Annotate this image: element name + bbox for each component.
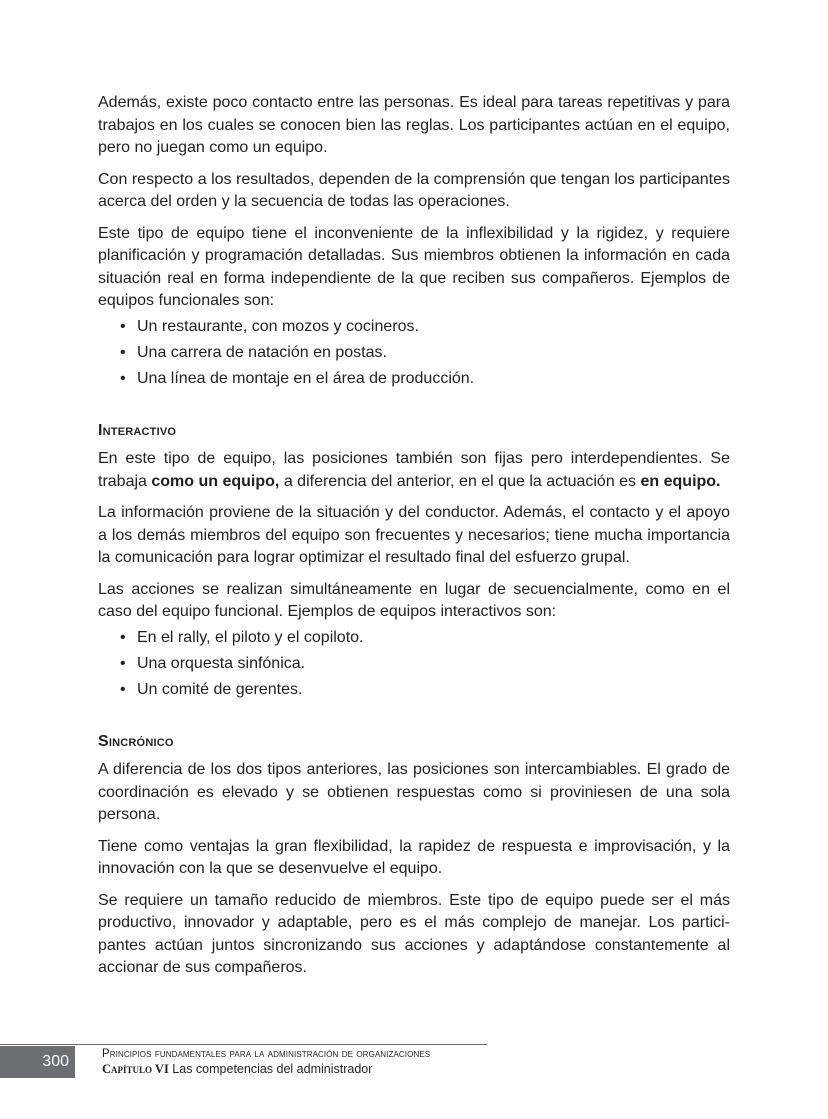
book-title: Principios fundamentales para la administración de organizaciones (102, 1048, 431, 1060)
bold-phrase: como un equipo, (151, 472, 280, 490)
page-content (98, 92, 730, 989)
list-item: • Un restaurante, con mozos y cocineros. (120, 316, 730, 339)
bullet-icon: • (120, 654, 126, 672)
footer-rule (0, 1044, 487, 1045)
chapter-title: Las competencias del administrador (168, 1062, 373, 1076)
paragraph: Tiene como ventajas la gran flexibilidad, la rapidez de respuesta e improvisación, y la innovación con la que se desenvuelve el equipo. (98, 837, 730, 877)
section-heading-sincronico: Sincrónico (98, 733, 174, 750)
section-heading-interactivo: Interactivo (98, 422, 177, 439)
list-item: • Una orquesta sinfónica. (120, 653, 730, 676)
paragraph: La información proviene de la situación y del conductor. Además, el contacto y el apoyo a los demás miembros del equipo son frecuentes y necesarios; tiene mucha importancia la comunicación para lograr optimizar el resultado final del esfuerzo grupal. (98, 504, 730, 566)
paragraph: En este tipo de equipo, las posiciones también son fijas pero interdependientes. Se trabaja como un equipo, a diferencia del anterior, en el que la actuación es en equipo. (98, 450, 730, 490)
list-item: • En el rally, el piloto y el copiloto. (120, 627, 730, 650)
bullet-list-funcional (98, 316, 730, 391)
list-item: • Un comité de gerentes. (120, 679, 730, 702)
chapter-label: Capítulo VI (102, 1062, 169, 1076)
paragraph: Las acciones se realizan simultáneamente en lugar de secuencialmente, como en el caso del equipo funcional. Ejemplos de equipos interactivos son: (98, 580, 730, 620)
bullet-icon: • (120, 343, 126, 361)
bullet-icon: • (120, 317, 126, 335)
bullet-icon: • (120, 628, 126, 646)
bullet-icon: • (120, 680, 126, 698)
paragraph: Con respecto a los resultados, dependen de la comprensión que tengan los participantes acerca del orden y la secuencia de todas las operaciones. (98, 170, 730, 210)
chapter-line (102, 1061, 430, 1077)
paragraph: A diferencia de los dos tipos anteriores, las posiciones son intercambiables. El grado de coordinación es elevado y se obtienen respuestas como si proviniesen de una sola persona. (98, 761, 730, 823)
bullet-list-interactivo (98, 627, 730, 702)
list-item: • Una línea de montaje en el área de producción. (120, 368, 730, 391)
paragraph: Además, existe poco contacto entre las personas. Es ideal para tareas repetitivas y para trabajos en los cuales se conocen bien las reglas. Los participantes actúan en el equipo, pero no juegan como un equipo. (98, 94, 730, 156)
running-footer (102, 1047, 430, 1077)
paragraph: Se requiere un tamaño reducido de miembros. Este tipo de equipo puede ser el más productivo, innovador y adaptable, pero es el más complejo de manejar. Los participantes actúan juntos sincronizando sus acciones y adaptándose constantemente al accionar de sus compañeros. (98, 891, 730, 976)
bullet-icon: • (120, 369, 126, 387)
list-item: • Una carrera de natación en postas. (120, 342, 730, 365)
bold-phrase: en equipo. (640, 472, 721, 490)
paragraph: Este tipo de equipo tiene el inconveniente de la inflexibilidad y la rigidez, y requiere planificación y programación detalladas. Sus miembros obtienen la información en cada situación real en forma independiente de la que reciben sus compañeros. Ejemplos de equipos funcionales son: (98, 224, 730, 309)
page-number: 300 (0, 1046, 75, 1078)
